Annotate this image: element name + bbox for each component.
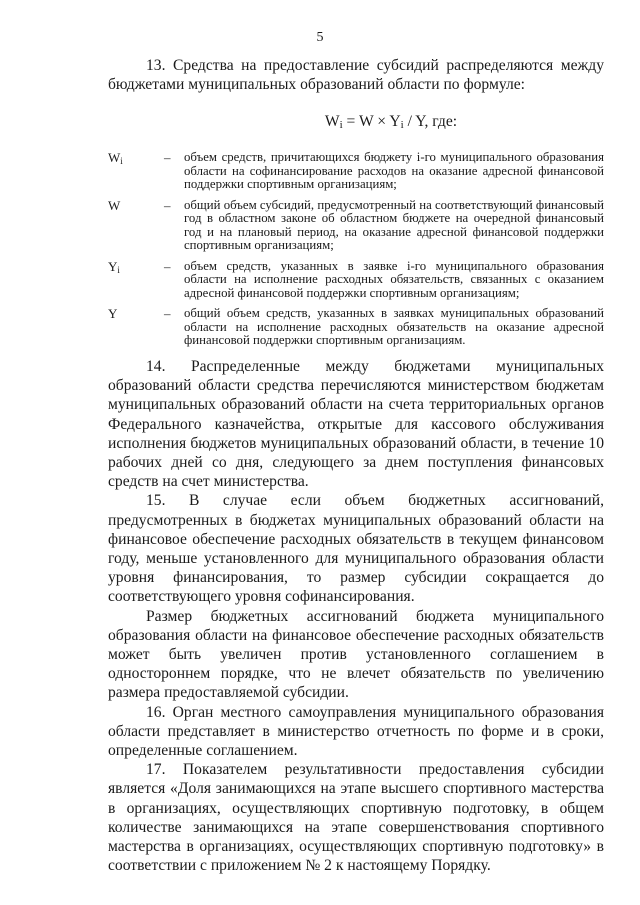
paragraph-16: 16. Орган местного самоуправления муниципального образования области представляет в министерство отчетность по форме и в сроки, определенные соглашением.	[108, 703, 604, 759]
definition-text: объем средств, причитающихся бюджету i-го муниципального образования области на софинансирование расходов на оказание адресной финансовой поддержки спортивным организациям;	[184, 150, 604, 192]
formula-middle-sub: i	[400, 119, 404, 132]
formula-lhs-sub: i	[339, 119, 343, 132]
paragraph-13: 13. Средства на предоставление субсидий распределяются между бюджетами муниципальных образований области по формуле:	[108, 57, 604, 94]
formula-lhs: W	[324, 113, 340, 131]
definition-text: объем средств, указанных в заявке i-го муниципального образования области на исполнение расходных обязательств, связанных с оказанием адресной финансовой поддержки спортивным организациям;	[184, 258, 604, 300]
document-body	[108, 56, 604, 875]
formula-middle: = W × Y	[342, 113, 401, 131]
definition-item	[108, 199, 604, 253]
definition-text: общий объем субсидий, предусмотренный на соответствующий финансовый год в областном законе об областном бюджете на очередной финансовый год и на плановый период, на оказание адресной финансовой поддержки спортивным организациям;	[184, 197, 604, 253]
paragraph-17: 17. Показателем результативности предоставления субсидии является «Доля занимающихся на этапе высшего спортивного мастерства в организациях, осуществляющих спортивную подготовку, в общем количестве занимающихся на этапе совершенствования спортивного мастерства в организациях, осуществляющих спортивную подготовку» в соответствии с приложением № 2 к настоящему Порядку.	[108, 761, 604, 875]
paragraph-15-continued: Размер бюджетных ассигнований бюджета муниципального образования области на финансовое обеспечение расходных обязательств может быть увеличен против установленного соглашением в одностороннем порядке, что не влечет обязательств по увеличению размера предоставляемой субсидии.	[108, 607, 604, 702]
definition-symbol: $W_i$	[108, 150, 123, 167]
definition-symbol: Y	[108, 306, 118, 322]
definition-symbol: W	[108, 197, 121, 213]
page-number: 5	[316, 30, 324, 45]
definition-item	[108, 307, 604, 348]
definition-item	[108, 260, 604, 301]
definition-text: общий объем средств, указанных в заявках муниципальных образований области на исполнение расходных обязательств на оказание адресной финансовой поддержки спортивным организациям.	[184, 306, 604, 348]
definition-symbol: $Y_i$	[108, 258, 120, 275]
definition-dash: –	[164, 258, 171, 274]
definition-dash: –	[164, 150, 171, 166]
definition-dash: –	[164, 197, 171, 213]
formula-definitions	[108, 151, 604, 348]
distribution-formula	[178, 112, 604, 131]
paragraph-14: 14. Распределенные между бюджетами муниципальных образований области средства перечисляются министерством бюджетам муниципальных образований области на счета территориальных органов Федерального казначейства, открытые для кассового обслуживания исполнения бюджетов муниципальных образований области, в течение 10 рабочих дней со дня, следующего за днем поступления финансовых средств на счет министерства.	[108, 357, 604, 491]
definition-item	[108, 151, 604, 192]
definition-dash: –	[164, 306, 171, 322]
formula-rest: / Y, где:	[403, 113, 458, 131]
paragraph-15: 15. В случае если объем бюджетных ассигнований, предусмотренных в бюджетах муниципальных образований области на финансовое обеспечение расходных обязательств в текущем финансовом году, меньше установленного для муниципального образования области уровня финансирования, то размер субсидии сокращается до соответствующего уровня софинансирования.	[108, 492, 604, 606]
